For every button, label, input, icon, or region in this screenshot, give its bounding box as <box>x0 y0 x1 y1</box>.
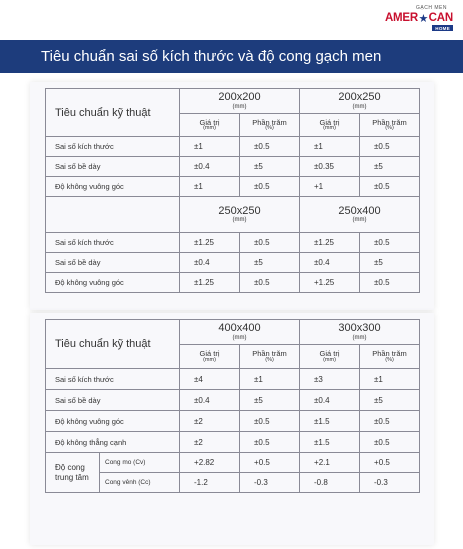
value-cell: ±5 <box>240 390 300 411</box>
subheader-cell: Giá trị (mm) <box>180 114 240 137</box>
value-cell: -0.8 <box>300 473 360 493</box>
size-header: 250x400 (mm) <box>300 197 420 233</box>
value-cell: -0.3 <box>360 473 420 493</box>
row-label: Sai số bề dày <box>46 157 180 177</box>
value-cell: +0.5 <box>360 453 420 473</box>
spec-table-2 <box>45 319 420 493</box>
value-cell: -1.2 <box>180 473 240 493</box>
value-cell: ±5 <box>240 253 300 273</box>
brand-home: HOME <box>432 25 453 31</box>
header-label: Tiêu chuẩn kỹ thuật <box>46 89 180 137</box>
star-icon: ★ <box>418 12 429 25</box>
subheader-cell: Phần trăm (%) <box>360 114 420 137</box>
value-cell: +2.1 <box>300 453 360 473</box>
value-cell: -0.3 <box>240 473 300 493</box>
size-header: 250x250 (mm) <box>180 197 300 233</box>
value-cell: ±0.4 <box>180 390 240 411</box>
row-label: Sai số kích thước <box>46 369 180 390</box>
row-label: Độ không vuông góc <box>46 411 180 432</box>
subheader-cell: Giá trị (mm) <box>180 345 240 369</box>
value-cell: +1 <box>300 177 360 197</box>
value-cell: +1.25 <box>300 273 360 293</box>
subheader-cell: Phần trăm (%) <box>360 345 420 369</box>
value-cell: ±1.5 <box>300 411 360 432</box>
size-header: 300x300 (mm) <box>300 320 420 345</box>
value-cell: ±1.25 <box>180 233 240 253</box>
value-cell: ±1 <box>240 369 300 390</box>
row-label: Sai số kích thước <box>46 233 180 253</box>
brand-wordmark <box>385 11 453 25</box>
brand-word-left: AMER <box>384 12 418 24</box>
value-cell: ±0.5 <box>360 137 420 157</box>
row-label: Độ không vuông góc <box>46 273 180 293</box>
size-header: 200x250 (mm) <box>300 89 420 114</box>
table-row <box>46 233 420 253</box>
brand-tag: GẠCH MEN <box>416 5 447 11</box>
table-row <box>46 473 420 493</box>
value-cell: ±0.35 <box>300 157 360 177</box>
spec-panel-1 <box>30 82 434 310</box>
brand-logo <box>384 5 453 35</box>
table-row <box>46 453 420 473</box>
value-cell: ±0.5 <box>360 177 420 197</box>
value-cell: ±0.5 <box>240 233 300 253</box>
table-row <box>46 411 420 432</box>
value-cell: ±5 <box>240 157 300 177</box>
subheader-cell: Giá trị (mm) <box>300 345 360 369</box>
value-cell: ±5 <box>360 253 420 273</box>
table-row <box>46 157 420 177</box>
value-cell: ±1.25 <box>300 233 360 253</box>
value-cell: ±2 <box>180 411 240 432</box>
value-cell: ±0.4 <box>300 253 360 273</box>
brand-word-right: CAN <box>428 12 453 24</box>
value-cell: ±1 <box>300 137 360 157</box>
table-row <box>46 273 420 293</box>
empty-cell <box>46 197 180 233</box>
spec-table-1 <box>45 88 420 293</box>
value-cell: ±0.5 <box>240 432 300 453</box>
value-cell: ±0.5 <box>240 273 300 293</box>
value-cell: ±3 <box>300 369 360 390</box>
subheader-cell: Phần trăm (%) <box>240 345 300 369</box>
value-cell: ±1.5 <box>300 432 360 453</box>
value-cell: ±0.5 <box>360 411 420 432</box>
value-cell: ±1.25 <box>180 273 240 293</box>
value-cell: ±0.5 <box>240 137 300 157</box>
row-label: Độ không thẳng cạnh <box>46 432 180 453</box>
value-cell: ±5 <box>360 390 420 411</box>
table-row <box>46 369 420 390</box>
table-row <box>46 137 420 157</box>
page-title: Tiêu chuẩn sai số kích thước và độ cong gạch men <box>0 40 463 73</box>
row-label: Độ không vuông góc <box>46 177 180 197</box>
row-label: Sai số bề dày <box>46 390 180 411</box>
value-cell: ±1 <box>180 137 240 157</box>
value-cell: ±0.5 <box>360 233 420 253</box>
size-header: 200x200 (mm) <box>180 89 300 114</box>
value-cell: ±0.5 <box>360 432 420 453</box>
table-row <box>46 390 420 411</box>
group-label: Độ cong trung tâm <box>46 453 100 493</box>
table-row <box>46 432 420 453</box>
value-cell: +2.82 <box>180 453 240 473</box>
value-cell: ±1 <box>360 369 420 390</box>
value-cell: ±2 <box>180 432 240 453</box>
size-header: 400x400 (mm) <box>180 320 300 345</box>
value-cell: ±4 <box>180 369 240 390</box>
value-cell: ±0.4 <box>180 253 240 273</box>
value-cell: ±0.4 <box>180 157 240 177</box>
row-label: Sai số bề dày <box>46 253 180 273</box>
table-row <box>46 177 420 197</box>
value-cell: ±0.4 <box>300 390 360 411</box>
header-label: Tiêu chuẩn kỹ thuật <box>46 320 180 369</box>
spec-panel-2 <box>30 313 434 545</box>
row-sublabel: Cong mo (Cv) <box>100 453 180 473</box>
value-cell: +0.5 <box>240 453 300 473</box>
subheader-cell: Giá trị (mm) <box>300 114 360 137</box>
value-cell: ±0.5 <box>240 177 300 197</box>
subheader-cell: Phần trăm (%) <box>240 114 300 137</box>
value-cell: ±5 <box>360 157 420 177</box>
value-cell: ±0.5 <box>240 411 300 432</box>
table-row <box>46 253 420 273</box>
row-sublabel: Cong vênh (Cc) <box>100 473 180 493</box>
value-cell: ±0.5 <box>360 273 420 293</box>
row-label: Sai số kích thước <box>46 137 180 157</box>
value-cell: ±1 <box>180 177 240 197</box>
